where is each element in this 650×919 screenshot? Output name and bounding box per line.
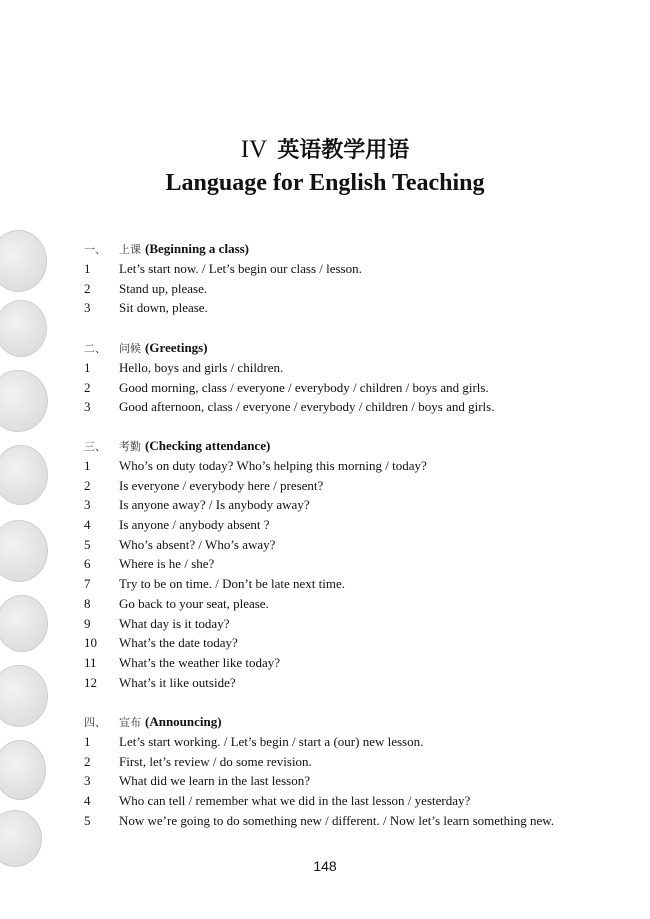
- item-number: 9: [84, 615, 91, 631]
- list-item: [84, 515, 427, 535]
- list-item: [84, 732, 554, 752]
- item-text: Let’s start now. / Let’s begin our class / lesson.: [119, 261, 362, 276]
- list-item: [84, 298, 362, 318]
- item-number: 11: [84, 654, 97, 670]
- item-text: Who can tell / remember what we did in the last lesson / yesterday?: [119, 793, 471, 809]
- item-number: 5: [84, 536, 91, 552]
- item-number: 7: [84, 576, 91, 592]
- item-text: Who’s absent? / Who’s away?: [119, 536, 276, 552]
- item-text: Go back to your seat, please.: [119, 595, 269, 611]
- item-number: 1: [84, 734, 91, 749]
- list-item: [84, 397, 494, 417]
- item-text: Is anyone / anybody absent ?: [119, 517, 270, 533]
- section-greetings: [84, 338, 494, 417]
- item-number: 5: [84, 812, 91, 828]
- item-number: 2: [84, 280, 91, 296]
- list-item: [84, 456, 427, 476]
- item-number: 12: [84, 674, 97, 690]
- list-item: [84, 614, 427, 634]
- section-index: 四、: [84, 716, 106, 729]
- list-item: [84, 791, 554, 811]
- list-item: [84, 574, 427, 594]
- item-text: Try to be on time. / Don’t be late next time.: [119, 576, 346, 592]
- item-number: 2: [84, 753, 91, 769]
- section-title-english: (Greetings): [145, 340, 208, 355]
- item-text: Sit down, please.: [119, 300, 208, 316]
- section-title-english: (Beginning a class): [145, 241, 250, 256]
- item-number: 4: [84, 793, 91, 809]
- page-number: 148: [313, 858, 337, 874]
- item-text: First, let’s review / do some revision.: [119, 753, 312, 769]
- section-checking-attendance: [84, 436, 427, 692]
- item-number: 8: [84, 595, 91, 611]
- section-index: 三、: [84, 440, 106, 453]
- item-text: Good morning, class / everyone / everybody / children / boys and girls.: [119, 379, 489, 395]
- item-number: 2: [84, 477, 91, 493]
- list-item: [84, 594, 427, 614]
- list-item: [84, 653, 427, 673]
- item-text: What’s the weather like today?: [119, 654, 280, 670]
- list-item: [84, 495, 427, 515]
- item-number: 6: [84, 556, 91, 572]
- item-text: What’s the date today?: [119, 635, 238, 651]
- list-item: [84, 554, 427, 574]
- list-item: [84, 358, 494, 378]
- section-beginning-class: [84, 239, 362, 318]
- item-text: Where is he / she?: [119, 556, 215, 572]
- item-text: What did we learn in the last lesson?: [119, 773, 310, 789]
- item-number: 3: [84, 773, 91, 789]
- section-heading: [84, 436, 427, 456]
- section-title-chinese: 考勤: [119, 440, 141, 453]
- item-text: Who’s on duty today? Who’s helping this morning / today?: [119, 458, 427, 473]
- section-index: 一、: [84, 243, 106, 256]
- item-number: 1: [84, 458, 91, 473]
- list-item: [84, 752, 554, 772]
- chapter-title: [0, 133, 650, 164]
- section-heading: [84, 239, 362, 259]
- item-text: What day is it today?: [119, 615, 230, 631]
- item-text: Stand up, please.: [119, 280, 208, 296]
- section-announcing: [84, 712, 554, 830]
- chapter-roman: IV: [240, 136, 268, 163]
- section-heading: [84, 712, 554, 732]
- section-heading: [84, 338, 494, 358]
- list-item: [84, 279, 362, 299]
- chapter-title-chinese: 英语教学用语: [277, 138, 410, 163]
- section-index: 二、: [84, 342, 106, 355]
- section-title-chinese: 问候: [119, 342, 141, 355]
- section-title-english: (Announcing): [145, 714, 222, 729]
- chapter-title-english: Language for English Teaching: [165, 170, 485, 196]
- item-text: Good afternoon, class / everyone / everybody / children / boys and girls.: [119, 399, 495, 415]
- list-item: [84, 259, 362, 279]
- list-item: [84, 771, 554, 791]
- list-item: [84, 811, 554, 831]
- item-text: Let’s start working. / Let’s begin / start a (our) new lesson.: [119, 734, 424, 749]
- item-text: Now we’re going to do something new / different. / Now let’s learn something new.: [119, 812, 555, 828]
- item-text: Is anyone away? / Is anybody away?: [119, 497, 310, 513]
- list-item: [84, 476, 427, 496]
- item-number: 10: [84, 635, 97, 651]
- item-number: 2: [84, 379, 91, 395]
- list-item: [84, 378, 494, 398]
- list-item: [84, 535, 427, 555]
- item-number: 1: [84, 261, 91, 276]
- item-number: 3: [84, 399, 91, 415]
- item-text: What’s it like outside?: [119, 674, 236, 690]
- section-title-chinese: 上课: [119, 243, 141, 256]
- item-number: 3: [84, 497, 91, 513]
- list-item: [84, 633, 427, 653]
- item-number: 4: [84, 517, 91, 533]
- decorative-cartoon-border: [0, 230, 52, 870]
- item-number: 1: [84, 360, 91, 375]
- section-title-english: (Checking attendance): [145, 438, 271, 453]
- item-text: Hello, boys and girls / children.: [119, 360, 284, 375]
- list-item: [84, 673, 427, 693]
- item-number: 3: [84, 300, 91, 316]
- section-title-chinese: 宣布: [119, 716, 141, 729]
- item-text: Is everyone / everybody here / present?: [119, 477, 324, 493]
